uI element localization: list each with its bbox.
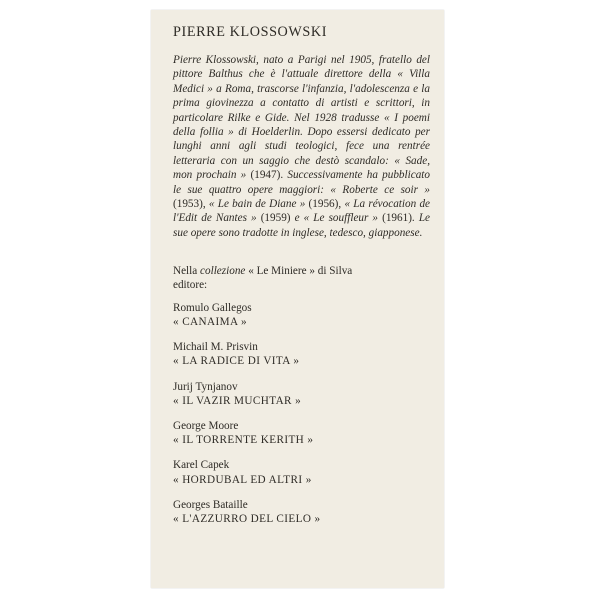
bio-year: (1947).: [246, 169, 288, 182]
book-title: « LA RADICE DI VITA »: [173, 355, 300, 368]
book-entry: [173, 340, 430, 368]
book-author: Karel Capek: [173, 459, 230, 472]
author-heading: PIERRE KLOSSOWSKI: [173, 24, 328, 40]
book-author: Romulo Gallegos: [173, 301, 252, 314]
book-title: « L'AZZURRO DEL CIELO »: [173, 512, 321, 525]
bio-year: (1961).: [378, 212, 419, 225]
book-entry: [173, 498, 430, 526]
book-entry: [173, 419, 430, 447]
book-title: « IL TORRENTE KERITH »: [173, 434, 314, 447]
bio-text: « La révocation de l'Edit de Nantes »: [173, 198, 431, 225]
book-author: Jurij Tynjanov: [173, 380, 238, 393]
bio-text: Pierre Klossowski, nato a Parigi nel 1905, fratello del pittore Balthus che è l'attuale direttore della « Villa Medici » a Roma, trascorse l'infanzia, l'adolescenza e la prima giovinezza a contatto di artisti e scrittori, in particolare Rilke e Gide. Nel 1928 tradusse « I poemi della follia » di Hoelderlin. Dopo essersi dedicato per lunghi anni agli studi teologici, fece una rentrée letteraria con un saggio che destò scandalo: « Sade, mon prochain »: [173, 54, 430, 182]
book-entry: [173, 458, 430, 486]
collection-word: collezione: [200, 265, 246, 278]
book-entry: [173, 301, 430, 329]
book-title: « HORDUBAL ED ALTRI »: [173, 473, 312, 486]
collection-suffix: editore:: [173, 279, 208, 292]
author-biography: [173, 53, 430, 240]
book-title: « CANAIMA »: [173, 315, 248, 328]
book-entry: [173, 380, 430, 408]
book-list: [173, 301, 430, 526]
bio-text: e « Le souffleur »: [294, 212, 379, 225]
bio-year: (1959): [256, 212, 295, 225]
bio-text: « Le bain de Diane »: [208, 198, 306, 211]
collection-name: « Le Miniere » di Silva: [245, 265, 353, 278]
collection-prefix: Nella: [173, 265, 201, 278]
bio-year: (1956),: [305, 198, 345, 211]
page-content: [173, 24, 430, 537]
book-author: Michail M. Prisvin: [173, 341, 258, 354]
book-author: George Moore: [173, 419, 239, 432]
collection-intro: [173, 264, 430, 292]
bio-text: Le sue opere sono tradotte in inglese, tedesco, giapponese.: [173, 212, 430, 239]
book-title: « IL VAZIR MUCHTAR »: [173, 394, 302, 407]
bio-year: (1953),: [173, 198, 209, 211]
book-author: Georges Bataille: [173, 498, 248, 511]
book-flap-page: [151, 10, 444, 588]
bio-text: Successivamente ha pubblicato le sue quattro opere maggiori: « Roberte ce soir »: [173, 169, 430, 196]
